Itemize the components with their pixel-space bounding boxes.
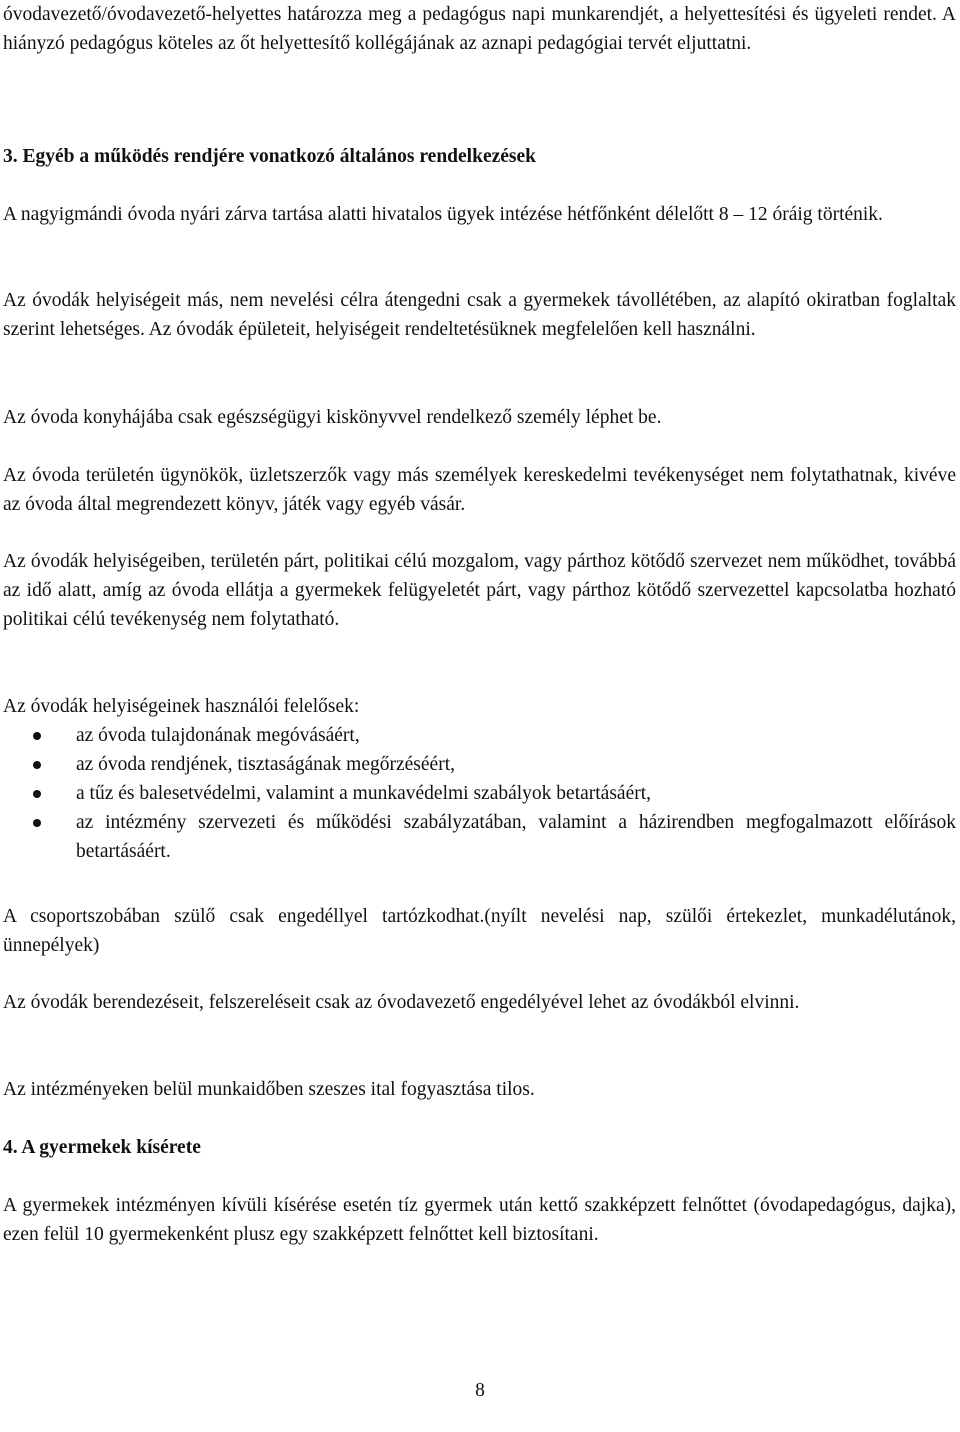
paragraph-office-hours: A nagyigmándi óvoda nyári zárva tartása alatti hivatalos ügyek intézése hétfőnként délelőtt 8 – 12 óráig történik.	[3, 204, 883, 225]
list-item	[3, 779, 956, 808]
paragraph-alcohol-ban: Az intézményeken belül munkaidőben szeszes ital fogyasztása tilos.	[3, 1079, 535, 1100]
bullet-icon	[33, 819, 41, 827]
section-3-heading: 3. Egyéb a működés rendjére vonatkozó általános rendelkezések	[3, 146, 537, 167]
bullet-icon	[33, 790, 41, 798]
paragraph-commercial-activity: Az óvoda területén ügynökök, üzletszerzők vagy más személyek kereskedelmi tevékenységet nem folytathatnak, kivéve az óvoda által megrendezett könyv, játék vagy egyéb vásár.	[3, 465, 956, 515]
section-4-heading: 4. A gyermekek kísérete	[3, 1137, 201, 1158]
list-item-text: az óvoda rendjének, tisztaságának megőrzéséért,	[76, 754, 455, 775]
list-item	[3, 721, 956, 750]
list-item	[3, 808, 956, 866]
list-item-text: az intézmény szervezeti és működési szabályzatában, valamint a házirendben megfogalmazott előírások betartásáért.	[76, 812, 956, 862]
intro-paragraph: óvodavezető/óvodavezető-helyettes határozza meg a pedagógus napi munkarendjét, a helyettesítési és ügyeleti rendet. A hiányzó pedagógus köteles az őt helyettesítő kollégájának az aznapi pedagógiai tervét eljuttatni.	[3, 4, 956, 54]
page-number: 8	[475, 1380, 485, 1401]
paragraph-child-escort: A gyermekek intézményen kívüli kísérése esetén tíz gyermek után kettő szakképzett felnőttet (óvodapedagógus, dajka), ezen felül 10 gyermekenként plusz egy szakképzett felnőttet kell biztosítani.	[3, 1195, 956, 1245]
responsibilities-list	[3, 721, 956, 866]
paragraph-kitchen-access: Az óvoda konyhájába csak egészségügyi kiskönyvvel rendelkező személy léphet be.	[3, 407, 662, 428]
list-item-text: a tűz és balesetvédelmi, valamint a munkavédelmi szabályok betartásáért,	[76, 783, 652, 804]
paragraph-political-activity: Az óvodák helyiségeiben, területén párt, politikai célú mozgalom, vagy párthoz kötődő szervezet nem működhet, továbbá az idő alatt, amíg az óvoda ellátja a gyermekek felügyeletét párt, vagy párthoz kötődő szervezettel kapcsolatba hozható politikai célú tevékenység nem folytatható.	[3, 551, 956, 630]
list-item-text: az óvoda tulajdonának megóvásáért,	[76, 725, 360, 746]
paragraph-responsibilities-intro: Az óvodák helyiségeinek használói felelősek:	[3, 696, 360, 717]
paragraph-equipment-removal: Az óvodák berendezéseit, felszereléseit csak az óvodavezető engedélyével lehet az óvodákból elvinni.	[3, 992, 800, 1013]
bullet-icon	[33, 761, 41, 769]
bullet-icon	[33, 732, 41, 740]
paragraph-room-usage: Az óvodák helyiségeit más, nem nevelési célra átengedni csak a gyermekek távollétében, az alapító okiratban foglaltak szerint lehetséges. Az óvodák épületeit, helyiségeit rendeltetésüknek megfelelően kell használni.	[3, 290, 956, 340]
list-item	[3, 750, 956, 779]
paragraph-parents-in-group-room: A csoportszobában szülő csak engedéllyel tartózkodhat.(nyílt nevelési nap, szülői értekezlet, munkadélutánok, ünnepélyek)	[3, 906, 956, 956]
